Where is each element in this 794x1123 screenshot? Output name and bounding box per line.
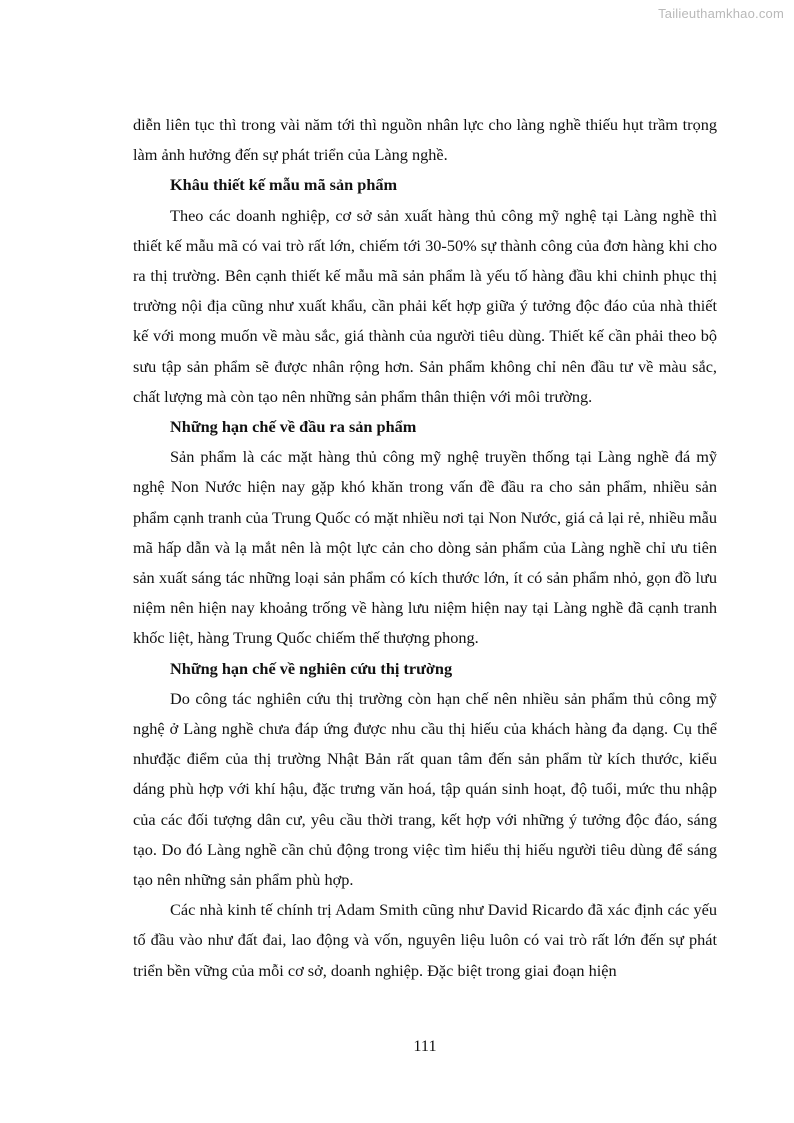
heading-market-research-limitations: Những hạn chế về nghiên cứu thị trường [170,658,453,678]
watermark: Tailieuthamkhao.com [658,6,784,21]
paragraph-output-limitations: Sản phẩm là các mặt hàng thủ công mỹ nghệ truyền thống tại Làng nghề đá mỹ nghệ Non Nước hiện nay gặp khó khăn trong vấn đề đầu ra cho sản phẩm, nhiều sản phẩm cạnh tranh của Trung Quốc có mặt nhiều nơi tại Non Nước, giá cả lại rẻ, nhiều mẫu mã hấp dẫn và lạ mắt nên là một lực cản cho dòng sản phẩm của Làng nghề chỉ ưu tiên sản xuất sáng tác những loại sản phẩm có kích thước lớn, ít có sản phẩm nhỏ, gọn đồ lưu niệm nên hiện nay khoảng trống về hàng lưu niệm hiện nay tại Làng nghề đã cạnh tranh khốc liệt, hàng Trung Quốc chiếm thế thượng phong. [133,447,717,648]
heading-output-limitations: Những hạn chế về đầu ra sản phẩm [170,417,417,437]
page-body [133,110,717,986]
heading-product-design: Khâu thiết kế mẫu mã sản phẩm [170,175,398,195]
paragraph-product-design: Theo các doanh nghiệp, cơ sở sản xuất hàng thủ công mỹ nghệ tại Làng nghề thì thiết kế mẫu mã có vai trò rất lớn, chiếm tới 30-50% sự thành công của đơn hàng khi cho ra thị trường. Bên cạnh thiết kế mẫu mã sản phẩm là yếu tố hàng đầu khi chinh phục thị trường nội địa cũng như xuất khẩu, cần phải kết hợp giữa ý tưởng độc đáo của nhà thiết kế với mong muốn về màu sắc, giá thành của người tiêu dùng. Thiết kế cần phải theo bộ sưu tập sản phẩm sẽ được nhân rộng hơn. Sản phẩm không chỉ nên đầu tư về màu sắc, chất lượng mà còn tạo nên những sản phẩm thân thiện với môi trường. [133,205,717,406]
page-number: 111 [413,1036,437,1055]
paragraph-market-research: Do công tác nghiên cứu thị trường còn hạn chế nên nhiều sản phẩm thủ công mỹ nghệ ở Làng nghề chưa đáp ứng được nhu cầu thị hiếu của khách hàng đa dạng. Cụ thể nhưđặc điểm của thị trường Nhật Bản rất quan tâm đến sản phẩm từ kích thước, kiểu dáng phù hợp với khí hậu, đặc trưng văn hoá, tập quán sinh hoạt, độ tuổi, mức thu nhập của các đối tượng dân cư, yêu cầu thời trang, kết hợp với những ý tưởng độc đáo, sáng tạo. Do đó Làng nghề cần chủ động trong việc tìm hiểu thị hiếu người tiêu dùng để sáng tạo nên những sản phẩm phù hợp. [133,688,717,890]
paragraph-continuation: diễn liên tục thì trong vài năm tới thì nguồn nhân lực cho làng nghề thiếu hụt trầm trọng làm ảnh hưởng đến sự phát triển của Làng nghề. [133,115,717,165]
paragraph-economists: Các nhà kinh tế chính trị Adam Smith cũng như David Ricardo đã xác định các yếu tố đầu vào như đất đai, lao động và vốn, nguyên liệu luôn có vai trò rất lớn đến sự phát triển bền vững của mỗi cơ sở, doanh nghiệp. Đặc biệt trong giai đoạn hiện [133,900,717,980]
